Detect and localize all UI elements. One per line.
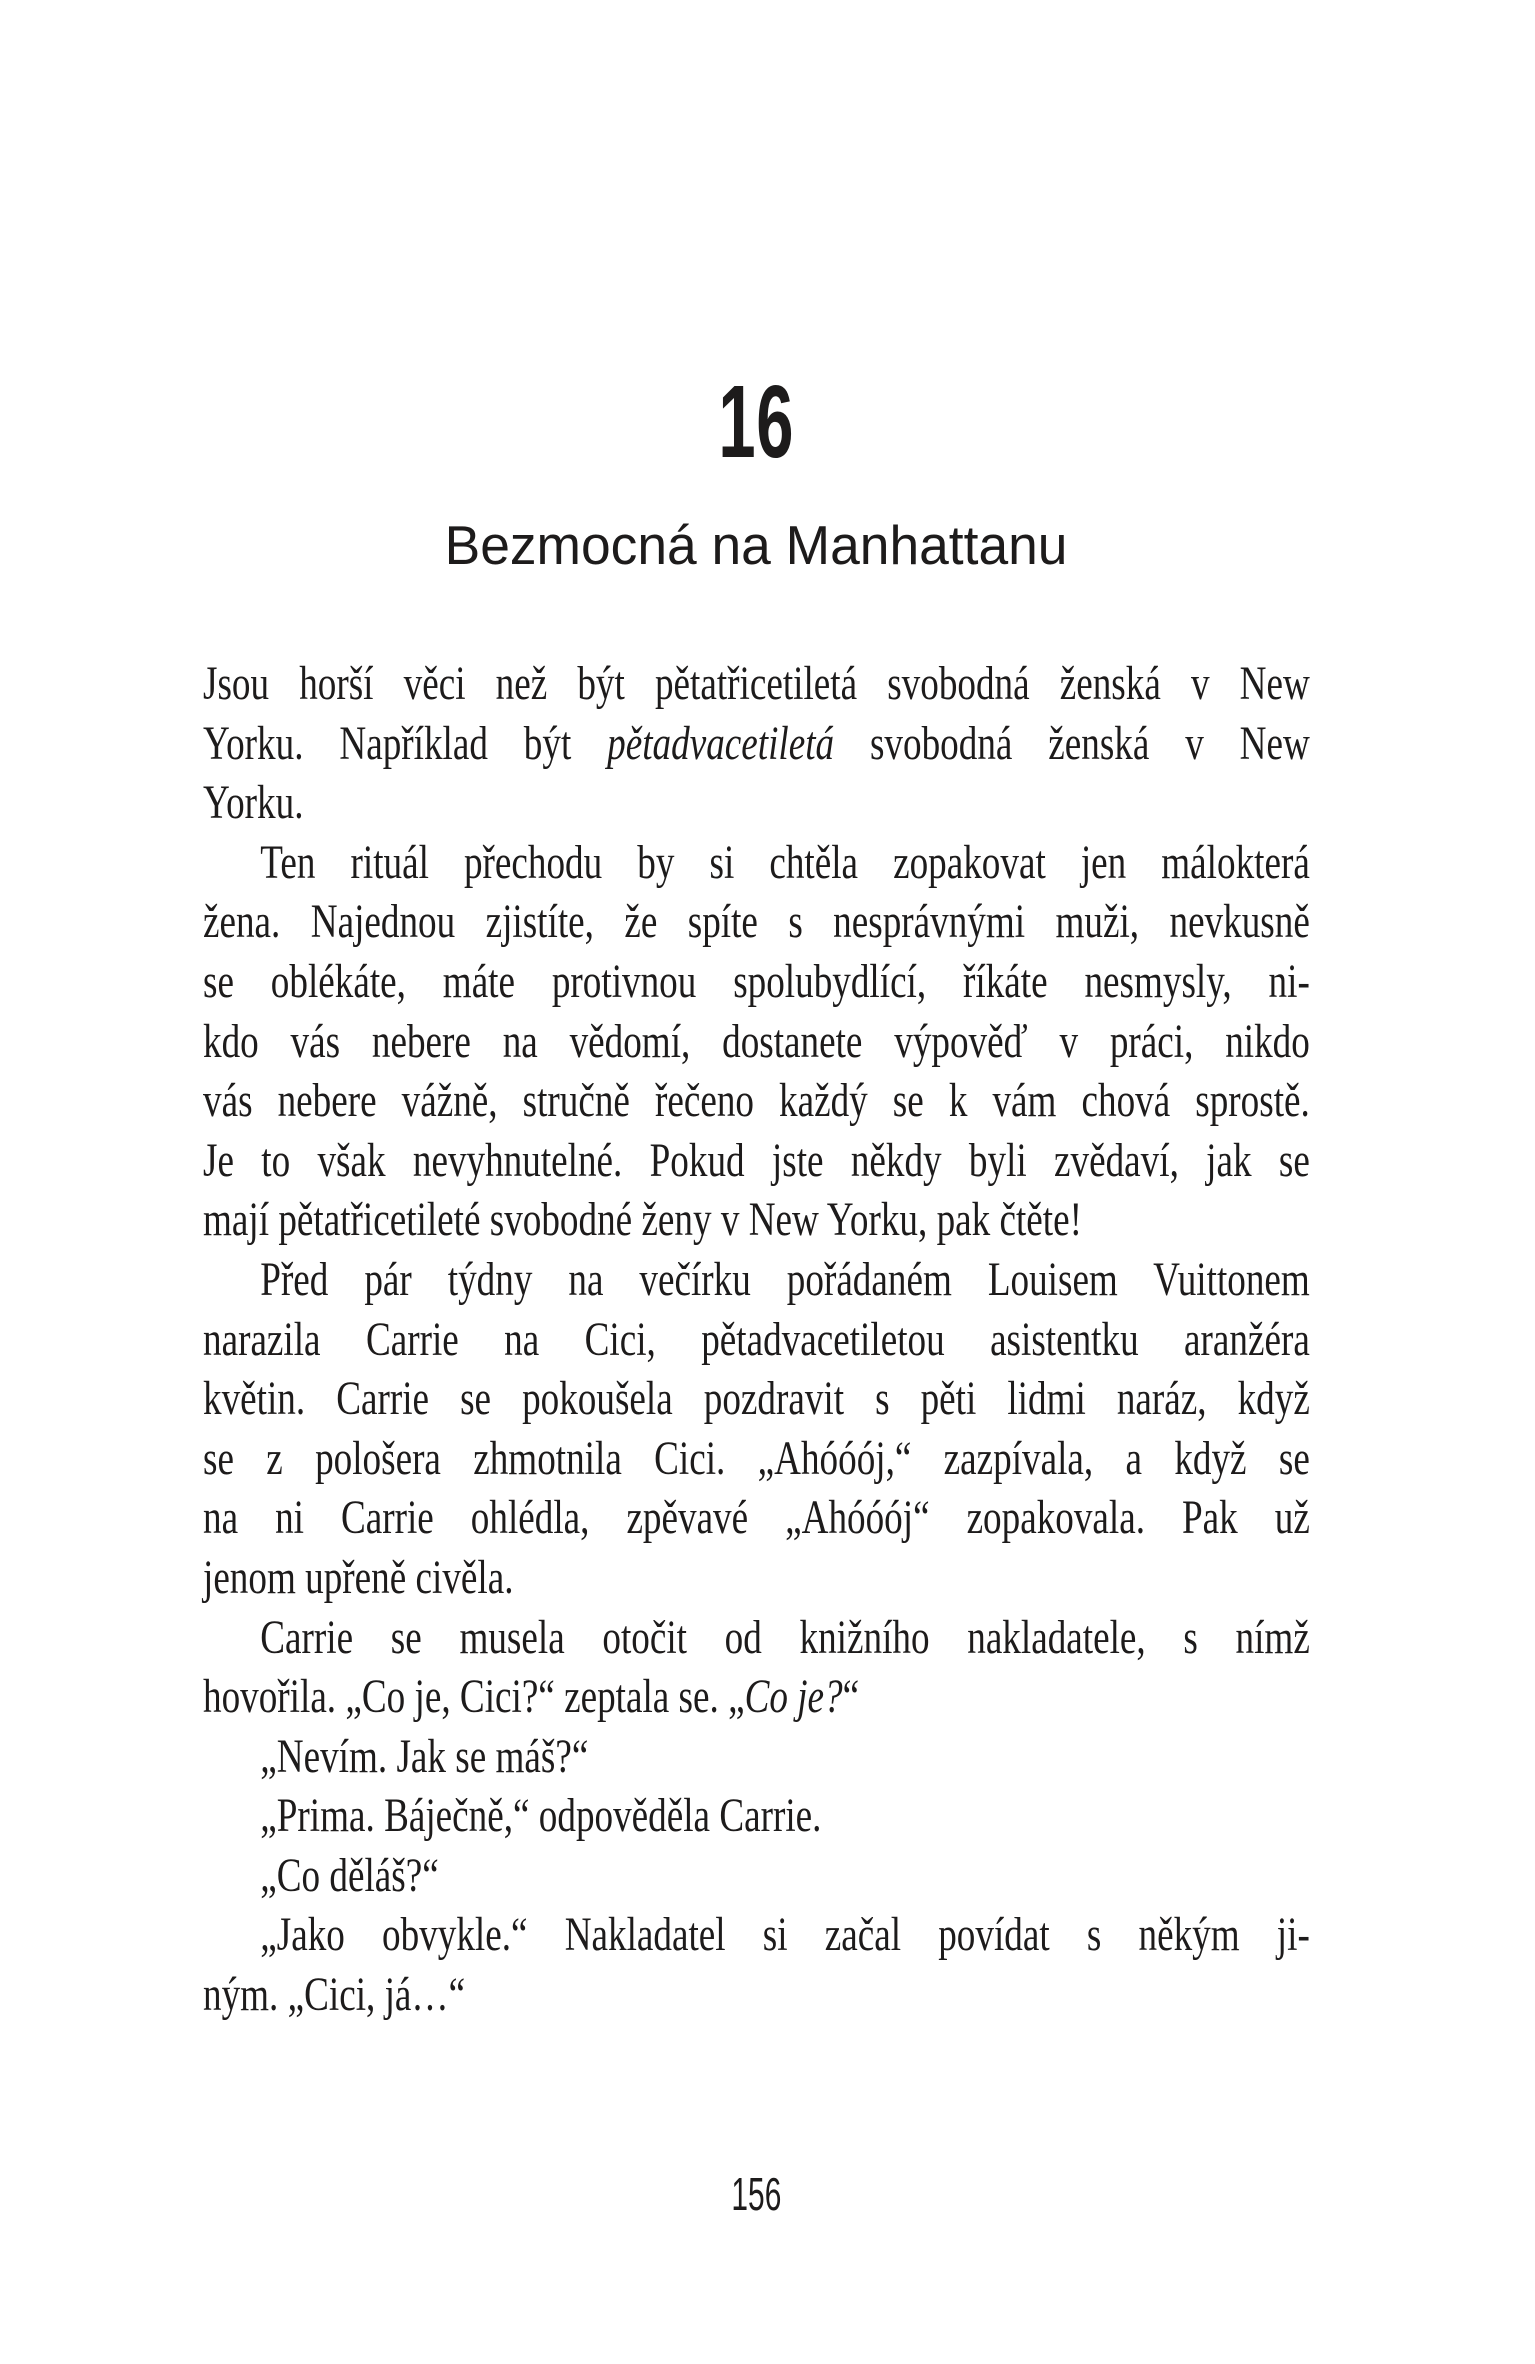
text-segment: “: [842, 1670, 860, 1724]
text-line: [203, 1369, 1310, 1429]
text-segment: vás nebere vážně, stručně řečeno každý se k vám chová sprostě.: [203, 1074, 1310, 1128]
text-line: [203, 773, 1310, 833]
chapter-number-row: [203, 364, 1310, 479]
text-segment: Ten rituál přechodu by si chtěla zopakovat jen málokterá: [260, 835, 1310, 889]
text-line: [203, 1548, 1310, 1608]
text-line: [203, 714, 1310, 774]
text-line: [203, 1846, 1310, 1906]
text-line: [203, 1012, 1310, 1072]
text-segment: ným. „Cici, já…“: [203, 1968, 466, 2022]
text-segment: na ni Carrie ohlédla, zpěvavé „Ahóóój“ zopakovala. Pak už: [203, 1491, 1310, 1545]
text-line: [203, 952, 1310, 1012]
text-line: [203, 1608, 1310, 1668]
text-segment: Jsou horší věci než být pětatřicetiletá svobodná ženská v New: [203, 657, 1310, 710]
text-segment: květin. Carrie se pokoušela pozdravit s pěti lidmi naráz, když: [203, 1372, 1310, 1426]
text-segment: Yorku.: [203, 776, 304, 830]
text-line: [203, 1250, 1310, 1310]
text-segment: se z pološera zhmotnila Cici. „Ahóóój,“ zazpívala, a když se: [203, 1431, 1310, 1485]
text-segment: „Nevím. Jak se máš?“: [260, 1729, 589, 1783]
chapter-number: 16: [718, 364, 795, 479]
text-segment: „Jako obvykle.“ Nakladatel si začal povídat s někým ji-: [260, 1908, 1310, 1962]
text-segment: žena. Najednou zjistíte, že spíte s nesprávnými muži, nevkusně: [203, 895, 1310, 949]
text-segment: jenom upřeně civěla.: [203, 1550, 514, 1604]
chapter-title-row: [203, 514, 1310, 576]
emphasized-text: pětadvacetiletá: [607, 716, 835, 770]
text-segment: Yorku. Například být: [203, 716, 608, 770]
text-line: [203, 1488, 1310, 1548]
text-segment: svobodná ženská v New: [834, 716, 1310, 770]
emphasized-text: Co je?: [744, 1670, 843, 1724]
text-line: [203, 833, 1310, 893]
text-segment: „Prima. Báječně,“ odpověděla Carrie.: [260, 1789, 822, 1843]
text-line: [203, 1786, 1310, 1846]
text-segment: Carrie se musela otočit od knižního nakladatele, s nímž: [260, 1610, 1310, 1664]
text-line: [203, 1667, 1310, 1727]
chapter-title: Bezmocná na Manhattanu: [445, 514, 1068, 576]
text-line: [203, 1310, 1310, 1370]
page-number: 156: [731, 2168, 782, 2220]
text-line: [203, 1429, 1310, 1489]
text-line: [203, 1131, 1310, 1191]
text-segment: narazila Carrie na Cici, pětadvacetiletou asistentku aranžéra: [203, 1312, 1310, 1366]
text-segment: kdo vás nebere na vědomí, dostanete výpověď v práci, nikdo: [203, 1014, 1310, 1068]
text-segment: se oblékáte, máte protivnou spolubydlící, říkáte nesmysly, ni-: [203, 954, 1310, 1008]
text-line: [203, 1905, 1310, 1965]
text-line: [203, 1727, 1310, 1787]
text-line: [203, 1071, 1310, 1131]
page-number-row: [203, 2168, 1310, 2220]
text-line: [203, 654, 1310, 714]
text-segment: Je to však nevyhnutelné. Pokud jste někdy byli zvědaví, jak se: [203, 1133, 1310, 1187]
text-segment: „Co děláš?“: [260, 1848, 439, 1902]
text-line: [203, 1965, 1310, 2025]
body-text: [203, 654, 1310, 2025]
text-segment: hovořila. „Co je, Cici?“ zeptala se. „: [203, 1670, 745, 1724]
text-segment: Před pár týdny na večírku pořádaném Louisem Vuittonem: [260, 1252, 1310, 1306]
text-line: [203, 1190, 1310, 1250]
text-segment: mají pětatřicetileté svobodné ženy v New Yorku, pak čtěte!: [203, 1193, 1082, 1247]
text-line: [203, 892, 1310, 952]
